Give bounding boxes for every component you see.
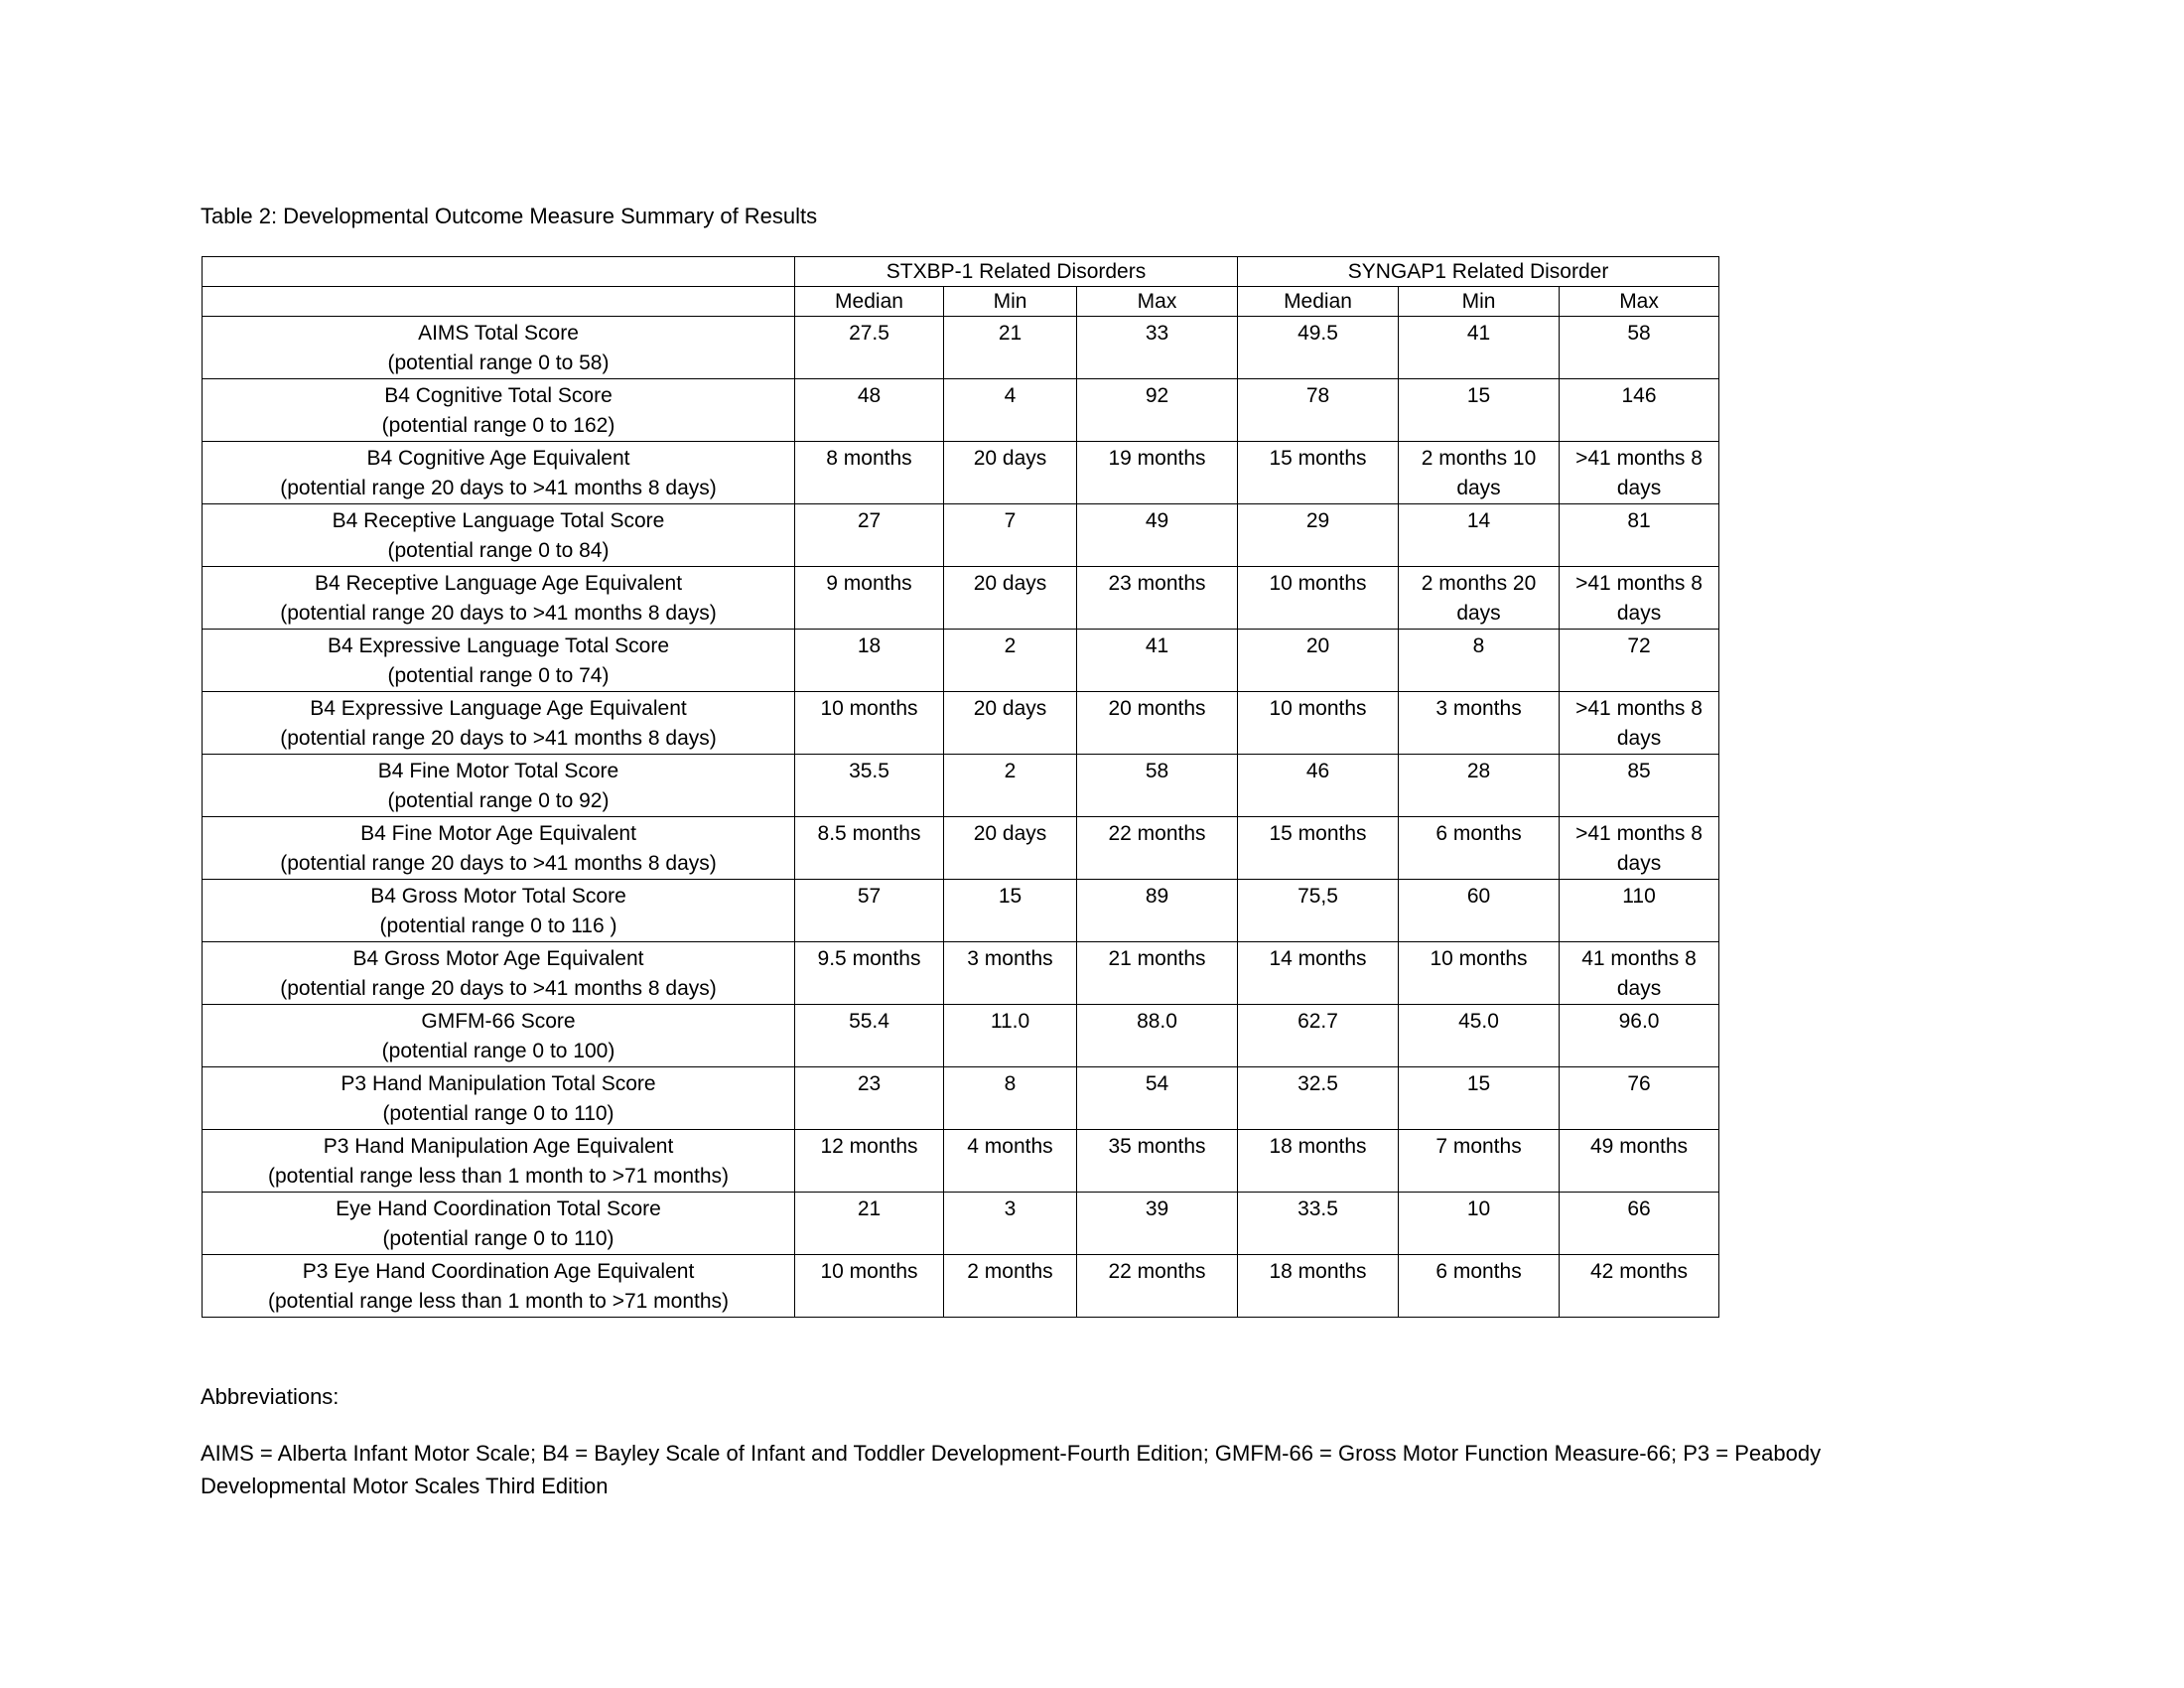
value-cell-syngap1-min: 2 months 20 days <box>1399 567 1560 630</box>
measure-cell <box>203 1005 795 1067</box>
measure-range: (potential range 20 days to >41 months 8 days) <box>280 477 717 499</box>
measure-cell <box>203 442 795 504</box>
group-header-stxbp1: STXBP-1 Related Disorders <box>795 257 1238 287</box>
stat-header-median: Median <box>795 287 944 317</box>
value-cell-stxbp1-median: 18 <box>795 630 944 692</box>
value-cell-syngap1-max: 66 <box>1560 1193 1719 1255</box>
measure-cell <box>203 630 795 692</box>
value-cell-stxbp1-min: 20 days <box>944 817 1077 880</box>
measure-range: (potential range 0 to 116 ) <box>379 914 617 937</box>
value-cell-stxbp1-median: 8.5 months <box>795 817 944 880</box>
measure-name: B4 Fine Motor Age Equivalent <box>360 822 636 845</box>
measure-name: B4 Cognitive Total Score <box>384 384 613 407</box>
value-cell-stxbp1-median: 27 <box>795 504 944 567</box>
value-cell-stxbp1-max: 39 <box>1077 1193 1238 1255</box>
measure-name: Eye Hand Coordination Total Score <box>336 1197 661 1220</box>
measure-name: B4 Fine Motor Total Score <box>377 760 619 782</box>
value-cell-stxbp1-median: 23 <box>795 1067 944 1130</box>
value-cell-syngap1-median: 18 months <box>1238 1130 1399 1193</box>
value-cell-stxbp1-min: 20 days <box>944 442 1077 504</box>
value-cell-stxbp1-max: 88.0 <box>1077 1005 1238 1067</box>
empty-header-cell <box>203 287 795 317</box>
value-cell-stxbp1-min: 2 <box>944 755 1077 817</box>
measure-cell <box>203 379 795 442</box>
value-cell-syngap1-median: 14 months <box>1238 942 1399 1005</box>
value-cell-syngap1-median: 78 <box>1238 379 1399 442</box>
value-cell-syngap1-median: 18 months <box>1238 1255 1399 1318</box>
value-cell-stxbp1-max: 49 <box>1077 504 1238 567</box>
measure-name: B4 Receptive Language Age Equivalent <box>314 572 683 595</box>
measure-cell <box>203 942 795 1005</box>
value-cell-stxbp1-max: 89 <box>1077 880 1238 942</box>
results-table <box>202 256 1719 1318</box>
value-cell-syngap1-min: 7 months <box>1399 1130 1560 1193</box>
value-cell-stxbp1-min: 20 days <box>944 692 1077 755</box>
value-cell-stxbp1-min: 4 months <box>944 1130 1077 1193</box>
value-cell-syngap1-max: 146 <box>1560 379 1719 442</box>
measure-range: (potential range 0 to 100) <box>381 1040 615 1062</box>
measure-name: GMFM-66 Score <box>421 1010 576 1033</box>
value-cell-stxbp1-median: 21 <box>795 1193 944 1255</box>
measure-range: (potential range 20 days to >41 months 8 days) <box>280 727 717 750</box>
empty-header-cell <box>203 257 795 287</box>
table-row <box>203 504 1719 567</box>
table-row <box>203 755 1719 817</box>
measure-range: (potential range 20 days to >41 months 8 days) <box>280 602 717 625</box>
value-cell-syngap1-min: 15 <box>1399 1067 1560 1130</box>
abbreviations-heading: Abbreviations: <box>201 1384 340 1409</box>
value-cell-stxbp1-median: 8 months <box>795 442 944 504</box>
value-cell-stxbp1-min: 8 <box>944 1067 1077 1130</box>
measure-name: P3 Hand Manipulation Age Equivalent <box>323 1135 674 1158</box>
value-cell-syngap1-median: 33.5 <box>1238 1193 1399 1255</box>
value-cell-syngap1-max: >41 months 8 days <box>1560 442 1719 504</box>
value-cell-syngap1-max: 58 <box>1560 317 1719 379</box>
measure-range: (potential range 0 to 84) <box>387 539 610 562</box>
value-cell-stxbp1-min: 3 months <box>944 942 1077 1005</box>
value-cell-syngap1-min: 10 <box>1399 1193 1560 1255</box>
table-row <box>203 1193 1719 1255</box>
measure-name: B4 Gross Motor Age Equivalent <box>352 947 644 970</box>
value-cell-syngap1-median: 75,5 <box>1238 880 1399 942</box>
value-cell-stxbp1-median: 12 months <box>795 1130 944 1193</box>
value-cell-stxbp1-min: 4 <box>944 379 1077 442</box>
abbreviations-text: AIMS = Alberta Infant Motor Scale; B4 = Bayley Scale of Infant and Toddler Development-Fourth Edition; GMFM-66 = Gross Motor Function Measure-66; P3 = Peabody Developmental Motor Scales Third Edition <box>201 1441 1822 1498</box>
value-cell-stxbp1-max: 19 months <box>1077 442 1238 504</box>
value-cell-syngap1-median: 62.7 <box>1238 1005 1399 1067</box>
value-cell-syngap1-min: 2 months 10 days <box>1399 442 1560 504</box>
value-cell-syngap1-max: 42 months <box>1560 1255 1719 1318</box>
value-cell-stxbp1-min: 2 months <box>944 1255 1077 1318</box>
measure-name: B4 Expressive Language Total Score <box>328 634 669 657</box>
measure-cell <box>203 817 795 880</box>
value-cell-syngap1-min: 10 months <box>1399 942 1560 1005</box>
value-cell-syngap1-max: 72 <box>1560 630 1719 692</box>
measure-range: (potential range 0 to 110) <box>382 1227 614 1250</box>
value-cell-stxbp1-max: 33 <box>1077 317 1238 379</box>
value-cell-syngap1-min: 41 <box>1399 317 1560 379</box>
table-row <box>203 942 1719 1005</box>
measure-cell <box>203 1067 795 1130</box>
value-cell-syngap1-max: 85 <box>1560 755 1719 817</box>
value-cell-stxbp1-max: 23 months <box>1077 567 1238 630</box>
measure-name: AIMS Total Score <box>418 322 579 345</box>
group-header-syngap1: SYNGAP1 Related Disorder <box>1238 257 1719 287</box>
measure-range: (potential range 20 days to >41 months 8 days) <box>280 852 717 875</box>
value-cell-syngap1-median: 10 months <box>1238 567 1399 630</box>
stat-header-row <box>203 287 1719 317</box>
value-cell-stxbp1-max: 20 months <box>1077 692 1238 755</box>
value-cell-syngap1-median: 15 months <box>1238 817 1399 880</box>
value-cell-stxbp1-min: 21 <box>944 317 1077 379</box>
value-cell-stxbp1-min: 7 <box>944 504 1077 567</box>
value-cell-syngap1-median: 32.5 <box>1238 1067 1399 1130</box>
table-row <box>203 442 1719 504</box>
table-row <box>203 817 1719 880</box>
value-cell-stxbp1-min: 3 <box>944 1193 1077 1255</box>
value-cell-syngap1-median: 46 <box>1238 755 1399 817</box>
value-cell-stxbp1-max: 21 months <box>1077 942 1238 1005</box>
table-row <box>203 1067 1719 1130</box>
value-cell-syngap1-max: 41 months 8 days <box>1560 942 1719 1005</box>
measure-range: (potential range 0 to 74) <box>387 664 610 687</box>
value-cell-syngap1-min: 45.0 <box>1399 1005 1560 1067</box>
measure-name: B4 Receptive Language Total Score <box>332 509 665 532</box>
measure-cell <box>203 317 795 379</box>
value-cell-stxbp1-max: 35 months <box>1077 1130 1238 1193</box>
group-header-row <box>203 257 1719 287</box>
value-cell-syngap1-min: 6 months <box>1399 817 1560 880</box>
value-cell-syngap1-min: 3 months <box>1399 692 1560 755</box>
value-cell-stxbp1-min: 2 <box>944 630 1077 692</box>
measure-range: (potential range 0 to 162) <box>381 414 615 437</box>
measure-cell <box>203 567 795 630</box>
value-cell-stxbp1-max: 58 <box>1077 755 1238 817</box>
table-row <box>203 1130 1719 1193</box>
table-caption: Table 2: Developmental Outcome Measure Summary of Results <box>201 204 818 228</box>
stat-header-max: Max <box>1560 287 1719 317</box>
value-cell-syngap1-min: 15 <box>1399 379 1560 442</box>
value-cell-syngap1-max: >41 months 8 days <box>1560 567 1719 630</box>
stat-header-min: Min <box>944 287 1077 317</box>
measure-name: P3 Eye Hand Coordination Age Equivalent <box>302 1260 695 1283</box>
value-cell-stxbp1-min: 15 <box>944 880 1077 942</box>
value-cell-syngap1-median: 20 <box>1238 630 1399 692</box>
stat-header-max: Max <box>1077 287 1238 317</box>
measure-name: B4 Gross Motor Total Score <box>370 885 626 908</box>
value-cell-syngap1-min: 6 months <box>1399 1255 1560 1318</box>
measure-cell <box>203 880 795 942</box>
value-cell-stxbp1-min: 20 days <box>944 567 1077 630</box>
value-cell-syngap1-min: 28 <box>1399 755 1560 817</box>
value-cell-syngap1-max: 110 <box>1560 880 1719 942</box>
measure-name: B4 Expressive Language Age Equivalent <box>310 697 687 720</box>
value-cell-syngap1-max: 96.0 <box>1560 1005 1719 1067</box>
table-row <box>203 1005 1719 1067</box>
value-cell-syngap1-max: >41 months 8 days <box>1560 692 1719 755</box>
measure-range: (potential range 0 to 58) <box>387 352 610 374</box>
value-cell-stxbp1-max: 22 months <box>1077 1255 1238 1318</box>
value-cell-syngap1-min: 8 <box>1399 630 1560 692</box>
table-row <box>203 379 1719 442</box>
measure-cell <box>203 504 795 567</box>
value-cell-syngap1-min: 14 <box>1399 504 1560 567</box>
value-cell-stxbp1-min: 11.0 <box>944 1005 1077 1067</box>
value-cell-syngap1-max: 81 <box>1560 504 1719 567</box>
table-row <box>203 630 1719 692</box>
value-cell-stxbp1-median: 27.5 <box>795 317 944 379</box>
measure-name: B4 Cognitive Age Equivalent <box>366 447 630 470</box>
measure-cell <box>203 1255 795 1318</box>
table-row <box>203 692 1719 755</box>
table-row <box>203 567 1719 630</box>
stat-header-median: Median <box>1238 287 1399 317</box>
value-cell-syngap1-median: 49.5 <box>1238 317 1399 379</box>
measure-range: (potential range less than 1 month to >71 months) <box>267 1165 730 1188</box>
value-cell-stxbp1-median: 9.5 months <box>795 942 944 1005</box>
value-cell-stxbp1-median: 9 months <box>795 567 944 630</box>
value-cell-stxbp1-max: 92 <box>1077 379 1238 442</box>
value-cell-stxbp1-max: 22 months <box>1077 817 1238 880</box>
value-cell-syngap1-max: >41 months 8 days <box>1560 817 1719 880</box>
value-cell-syngap1-max: 49 months <box>1560 1130 1719 1193</box>
table-row <box>203 1255 1719 1318</box>
table-row <box>203 880 1719 942</box>
value-cell-syngap1-median: 15 months <box>1238 442 1399 504</box>
measure-cell <box>203 692 795 755</box>
measure-name: P3 Hand Manipulation Total Score <box>341 1072 656 1095</box>
measure-cell <box>203 1130 795 1193</box>
value-cell-stxbp1-median: 55.4 <box>795 1005 944 1067</box>
value-cell-stxbp1-median: 57 <box>795 880 944 942</box>
measure-cell <box>203 755 795 817</box>
value-cell-syngap1-max: 76 <box>1560 1067 1719 1130</box>
value-cell-stxbp1-max: 41 <box>1077 630 1238 692</box>
value-cell-stxbp1-median: 35.5 <box>795 755 944 817</box>
value-cell-syngap1-median: 10 months <box>1238 692 1399 755</box>
measure-range: (potential range less than 1 month to >71 months) <box>267 1290 730 1313</box>
value-cell-syngap1-median: 29 <box>1238 504 1399 567</box>
value-cell-stxbp1-median: 48 <box>795 379 944 442</box>
measure-range: (potential range 20 days to >41 months 8 days) <box>280 977 717 1000</box>
measure-range: (potential range 0 to 110) <box>382 1102 614 1125</box>
value-cell-stxbp1-median: 10 months <box>795 1255 944 1318</box>
stat-header-min: Min <box>1399 287 1560 317</box>
table-row <box>203 317 1719 379</box>
measure-range: (potential range 0 to 92) <box>387 789 610 812</box>
measure-cell <box>203 1193 795 1255</box>
value-cell-syngap1-min: 60 <box>1399 880 1560 942</box>
value-cell-stxbp1-median: 10 months <box>795 692 944 755</box>
value-cell-stxbp1-max: 54 <box>1077 1067 1238 1130</box>
